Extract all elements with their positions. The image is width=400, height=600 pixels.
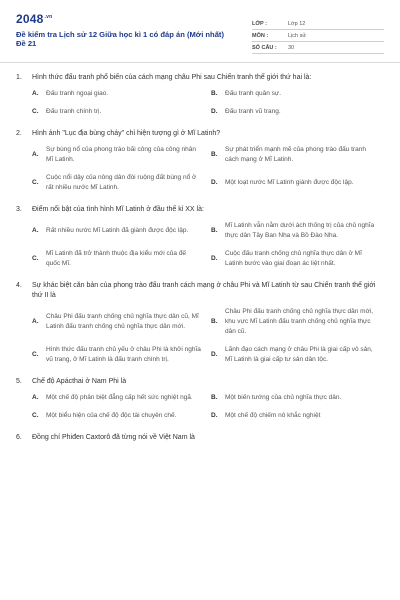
answer-option-c[interactable]	[32, 107, 205, 117]
answer-option-b[interactable]	[211, 393, 384, 403]
option-text: Sự bùng nổ của phong trào bãi công của công nhân Mĩ Latinh.	[46, 146, 196, 163]
question-text: Sự khác biệt căn bản của phong trào đấu tranh cách mạng ở châu Phi và Mĩ Latinh từ sau Chiến tranh thế giới thứ II là	[32, 282, 376, 299]
option-letter: D.	[211, 108, 218, 115]
question-stem	[16, 281, 384, 301]
option-letter: B.	[211, 90, 218, 97]
site-logo[interactable]	[16, 12, 246, 26]
answer-option-a[interactable]	[32, 89, 205, 99]
option-letter: A.	[32, 227, 39, 234]
question-stem	[16, 377, 384, 387]
answer-options	[32, 393, 384, 421]
question-stem	[16, 433, 384, 443]
question-stem	[16, 205, 384, 215]
option-letter: B.	[211, 318, 218, 325]
answer-option-d[interactable]	[211, 173, 384, 193]
option-text: Cuộc đấu tranh chống chủ nghĩa thực dân ở Mĩ Latinh bước vào giai đoạn ác liệt nhất.	[225, 250, 362, 267]
option-text: Một biểu hiện của chế độ độc tài chuyên chế.	[46, 412, 177, 419]
answer-option-c[interactable]	[32, 411, 205, 421]
answer-option-b[interactable]	[211, 89, 384, 99]
question-text: Điểm nổi bật của tình hình Mĩ Latinh ở đầu thế kỉ XX là:	[32, 206, 204, 213]
question-text: Đồng chí Phiđen Caxtorô đã từng nói về Việt Nam là	[32, 434, 195, 441]
question-2	[16, 129, 384, 193]
option-text: Mĩ Latinh đã trở thành thuộc địa kiểu mới của đế quốc Mĩ.	[46, 250, 187, 267]
answer-option-b[interactable]	[211, 145, 384, 165]
document-subtitle: Đề 21	[16, 39, 37, 48]
answer-options	[32, 307, 384, 365]
option-text: Mĩ Latinh vẫn nằm dưới ách thống trị của chủ nghĩa thực dân Tây Ban Nha và Bồ Đào Nha.	[225, 222, 375, 239]
option-letter: B.	[211, 227, 218, 234]
question-number: 6.	[16, 434, 22, 441]
meta-key: LỚP :	[252, 20, 267, 27]
question-text: Chế độ Apácthai ở Nam Phi là	[32, 378, 127, 385]
option-letter: C.	[32, 255, 39, 262]
option-text: Hình thức đấu tranh chủ yếu ở châu Phi là khởi nghĩa vũ trang, ở Mĩ Latinh là đấu tranh chính trị.	[46, 346, 201, 363]
answer-options	[32, 221, 384, 269]
answer-options	[32, 89, 384, 117]
question-1	[16, 73, 384, 117]
answer-option-b[interactable]	[211, 221, 384, 241]
option-letter: D.	[211, 412, 218, 419]
option-letter: D.	[211, 255, 218, 262]
answer-option-c[interactable]	[32, 345, 205, 365]
meta-table	[252, 18, 384, 54]
question-number: 4.	[16, 282, 22, 289]
option-text: Đấu tranh ngoại giao.	[46, 90, 109, 97]
option-letter: D.	[211, 179, 218, 186]
option-letter: C.	[32, 179, 39, 186]
meta-row-subject	[252, 30, 384, 42]
answer-option-a[interactable]	[32, 307, 205, 337]
question-list	[16, 73, 384, 443]
option-text: Sự phát triển mạnh mẽ của phong trào đấu tranh cách mạng ở Mĩ Latinh.	[225, 146, 366, 163]
logo-text: 2048	[16, 12, 44, 26]
question-number: 1.	[16, 74, 22, 81]
meta-key: SỐ CÂU :	[252, 44, 277, 51]
question-4	[16, 281, 384, 365]
option-text: Đấu tranh vũ trang.	[225, 108, 281, 115]
header-divider	[0, 62, 400, 63]
option-text: Một loạt nước Mĩ Latinh giành được độc lập.	[225, 179, 354, 186]
document-title: Đề kiểm tra Lịch sử 12 Giữa học kì 1 có đáp án (Mới nhất)	[16, 30, 224, 39]
option-letter: A.	[32, 90, 39, 97]
answer-option-b[interactable]	[211, 307, 384, 337]
question-number: 5.	[16, 378, 22, 385]
option-letter: C.	[32, 412, 39, 419]
option-letter: A.	[32, 151, 39, 158]
question-stem	[16, 129, 384, 139]
option-letter: A.	[32, 394, 39, 401]
option-text: Lãnh đạo cách mạng ở châu Phi là giai cấp vô sản, Mĩ Latinh là giai cấp tư sản dân tộc.	[225, 346, 373, 363]
option-text: Rất nhiều nước Mĩ Latinh đã giành được độc lập.	[46, 227, 189, 234]
option-text: Đấu tranh quân sự.	[225, 90, 282, 97]
option-text: Cuộc nổi dậy của nông dân đòi ruộng đất bùng nổ ở rất nhiều nước Mĩ Latinh.	[46, 174, 197, 191]
question-text: Hình ảnh "Lục địa bùng cháy" chỉ hiện tượng gì ở Mĩ Latinh?	[32, 130, 221, 137]
option-letter: C.	[32, 351, 39, 358]
answer-option-d[interactable]	[211, 249, 384, 269]
question-3	[16, 205, 384, 269]
meta-row-class	[252, 18, 384, 30]
question-number: 2.	[16, 130, 22, 137]
answer-option-a[interactable]	[32, 221, 205, 241]
option-text: Đấu tranh chính trị.	[46, 108, 102, 115]
option-letter: C.	[32, 108, 39, 115]
meta-row-count	[252, 42, 384, 54]
option-text: Một chế độ chiếm nô khắc nghiệt	[225, 412, 321, 419]
meta-value: Lớp 12	[288, 20, 306, 27]
option-text: Châu Phi đấu tranh chống chủ nghĩa thực dân cũ, Mĩ Latinh đấu tranh chống chủ nghĩa thực dân mới.	[46, 313, 199, 330]
question-text: Hình thức đấu tranh phổ biến của cách mạng châu Phi sau Chiến tranh thế giới thứ hai là:	[32, 74, 312, 81]
option-letter: B.	[211, 151, 218, 158]
meta-value: 30	[288, 44, 295, 51]
option-text: Một chế độ phân biệt đẳng cấp hết sức nghiệt ngã.	[46, 394, 193, 401]
header-left	[16, 12, 246, 48]
question-stem	[16, 73, 384, 83]
answer-options	[32, 145, 384, 193]
logo-suffix: .vn	[44, 14, 53, 20]
document-header	[16, 12, 384, 54]
question-number: 3.	[16, 206, 22, 213]
question-6	[16, 433, 384, 443]
answer-option-c[interactable]	[32, 249, 205, 269]
option-letter: B.	[211, 394, 218, 401]
option-letter: A.	[32, 318, 39, 325]
answer-option-d[interactable]	[211, 345, 384, 365]
meta-value: Lịch sử	[288, 32, 307, 39]
option-text: Một biến tướng của chủ nghĩa thực dân.	[225, 394, 342, 401]
answer-option-a[interactable]	[32, 393, 205, 403]
option-letter: D.	[211, 351, 218, 358]
answer-option-c[interactable]	[32, 173, 205, 193]
answer-option-a[interactable]	[32, 145, 205, 165]
answer-option-d[interactable]	[211, 107, 384, 117]
answer-option-d[interactable]	[211, 411, 384, 421]
option-text: Châu Phi đấu tranh chống chủ nghĩa thực dân mới, khu vực Mĩ Latinh đấu tranh chống chủ nghĩa thực dân cũ.	[225, 308, 374, 335]
meta-key: MÔN :	[252, 32, 269, 39]
question-5	[16, 377, 384, 421]
